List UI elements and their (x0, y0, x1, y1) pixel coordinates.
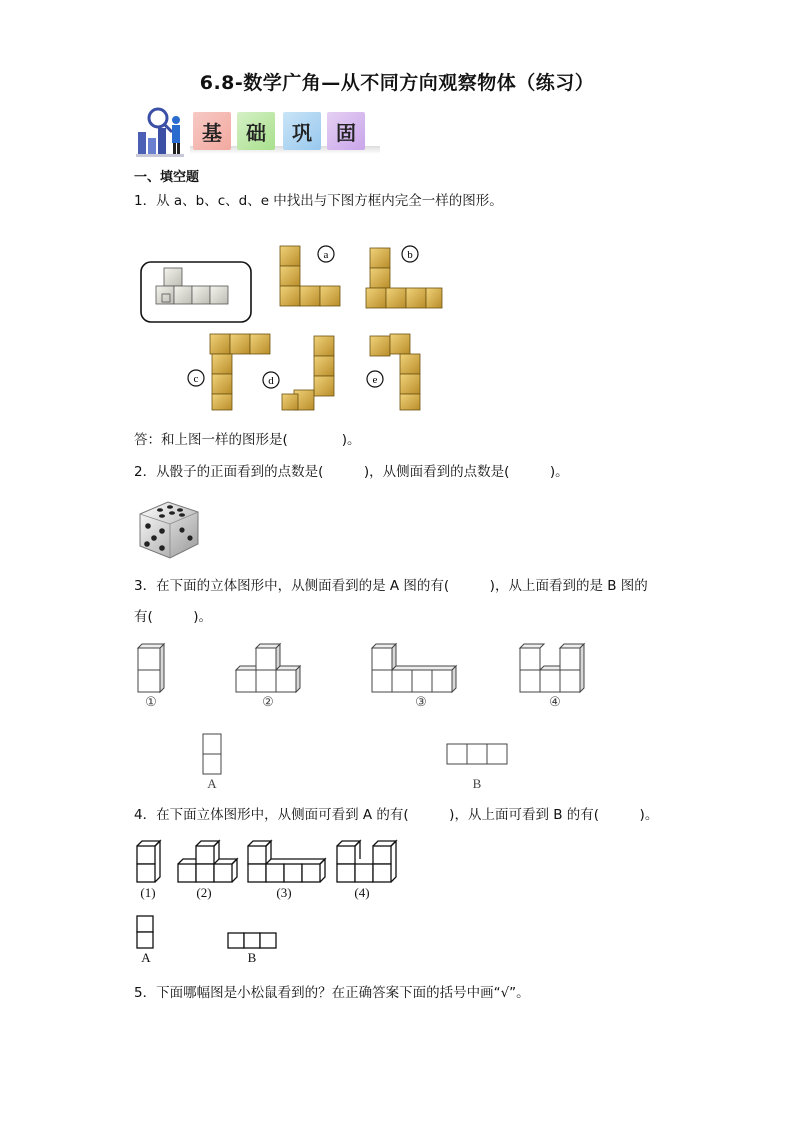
q3-text-line1: 3．在下面的立体图形中，从侧面看到的是 A 图的有( )，从上面看到的是 B 图的 (134, 578, 648, 594)
magnifier-figure-icon (134, 106, 190, 160)
q4-label-2: (2) (196, 885, 212, 900)
q3-text-line2: 有( )。 (134, 609, 213, 625)
dice-icon (134, 494, 204, 562)
q4-figure-4 (337, 841, 396, 882)
q5-text: 5．下面哪幅图是小松鼠看到的？在正确答案下面的括号中画“√”。 (134, 985, 530, 1001)
q4-label-1: (1) (140, 885, 156, 900)
q3-label-4: ④ (549, 694, 561, 709)
option-label-b: b (407, 249, 413, 261)
q3-view-a (203, 734, 221, 774)
q4-label-4: (4) (354, 885, 370, 900)
q3-view-b (447, 744, 507, 764)
q4-view-b (228, 933, 276, 948)
q4-figures (134, 838, 404, 968)
option-c-shape (210, 334, 270, 410)
q4-figure-1 (137, 841, 160, 882)
banner-tile-4: 固 (327, 112, 365, 150)
q3-figure-4 (520, 644, 584, 692)
q3-label-3: ③ (415, 694, 427, 709)
q4-text: 4．在下面立体图形中，从侧面可看到 A 的有( )，从上面可看到 B 的有( )。 (134, 807, 659, 823)
q3-figures (134, 640, 604, 800)
q4-label-b: B (247, 950, 257, 965)
page-title: 6.8-数学广角—从不同方向观察物体（练习） (199, 72, 595, 94)
option-label-a: a (323, 249, 329, 261)
q3-label-1: ① (145, 694, 157, 709)
option-label-e: e (372, 374, 378, 386)
q1-cube-figures (134, 240, 464, 420)
q3-figure-2 (236, 644, 300, 692)
q3-label-b: B (472, 776, 482, 791)
q4-figure-3 (248, 841, 325, 882)
banner-tile-3: 巩 (283, 112, 321, 150)
q3-label-a: A (207, 776, 217, 791)
q4-view-a (137, 916, 153, 948)
section-heading: 一、填空题 (134, 170, 200, 185)
q1-text: 1．从 a、b、c、d、e 中找出与下图方框内完全一样的图形。 (134, 193, 503, 209)
banner-tile-1: 基 (193, 112, 231, 150)
q3-figure-3 (372, 644, 456, 692)
q2-text: 2．从骰子的正面看到的点数是( )，从侧面看到的点数是( )。 (134, 464, 569, 480)
option-d-shape (282, 336, 334, 410)
reference-shape (156, 268, 228, 304)
q4-figure-2 (178, 841, 237, 882)
q1-answer: 答：和上图一样的图形是( )。 (134, 432, 361, 448)
option-label-c: c (193, 373, 199, 385)
q3-label-2: ② (262, 694, 274, 709)
q4-label-a: A (141, 950, 151, 965)
q3-figure-1 (138, 644, 164, 692)
banner-tile-2: 础 (237, 112, 275, 150)
q4-label-3: (3) (276, 885, 292, 900)
option-label-d: d (268, 375, 274, 387)
